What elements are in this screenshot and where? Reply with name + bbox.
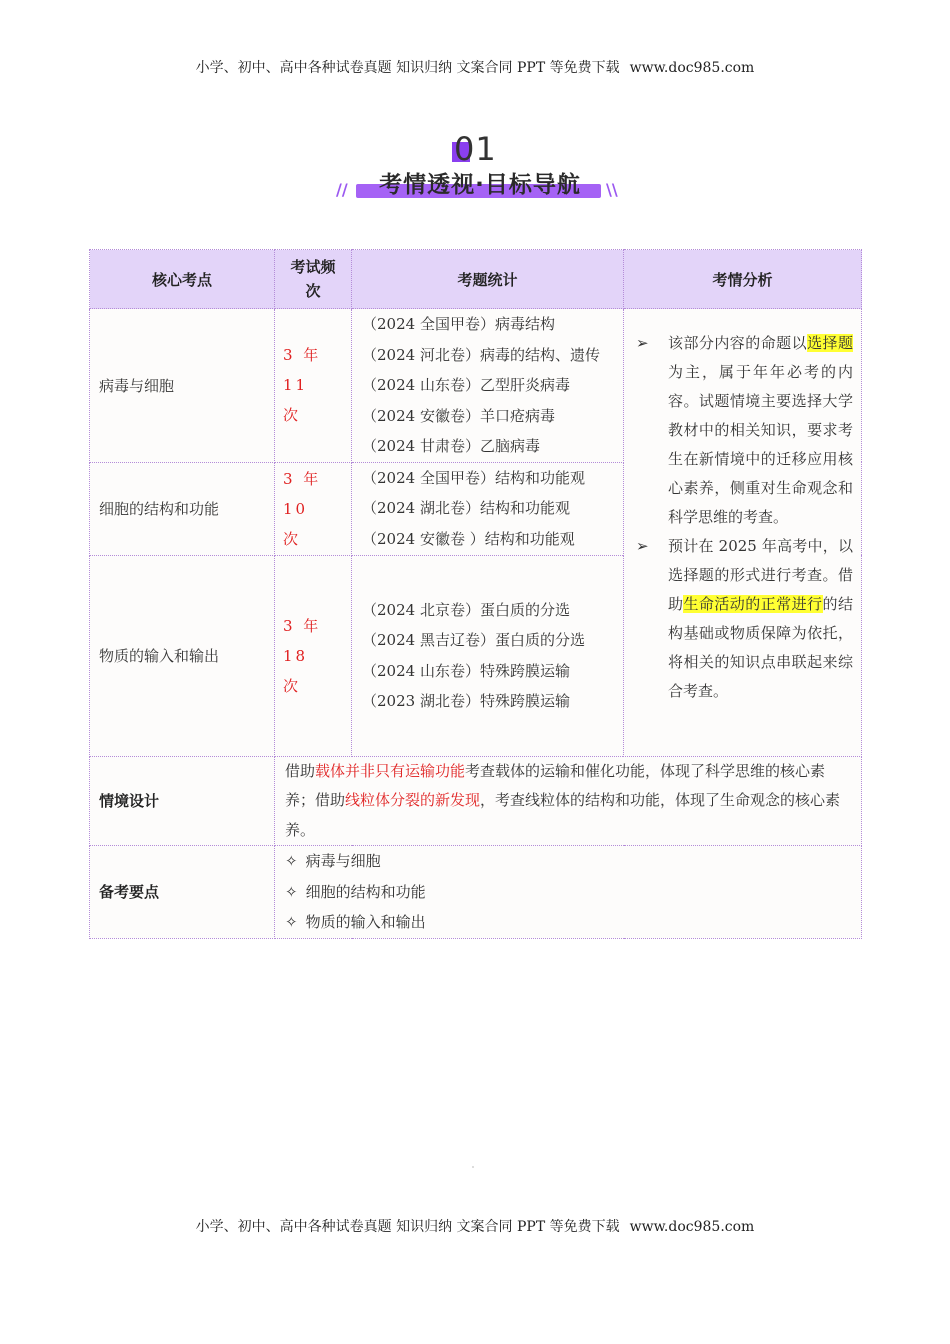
header-frequency-text: 考试频次 (290, 258, 336, 300)
highlighted-text: 选择题 (807, 334, 853, 352)
scene-design-content (275, 756, 862, 846)
list-item (285, 846, 861, 877)
stat-item: （2024 湖北卷）结构和功能观 (362, 499, 570, 518)
header-url[interactable]: www.doc985.com (629, 60, 755, 76)
footer-url[interactable]: www.doc985.com (629, 1219, 755, 1235)
sparkle-bullet-icon: ✧ (285, 882, 298, 901)
analysis-text: 该部分内容的命题以 (668, 334, 808, 352)
highlighted-text: 生命活动的正常进行 (683, 595, 823, 613)
prep-item-text: 细胞的结构和功能 (305, 882, 426, 901)
stat-item: （2024 全国甲卷）病毒结构 (362, 315, 555, 333)
scene-design-label: 情境设计 (90, 756, 275, 846)
stat-item: （2024 山东卷）乙型肝炎病毒 (362, 376, 570, 394)
prep-item-text: 病毒与细胞 (305, 852, 381, 870)
stat-item: （2024 全国甲卷）结构和功能观 (362, 468, 585, 487)
topic-cell: 物质的输入和输出 (90, 555, 275, 756)
stat-item: （2024 山东卷）特殊跨膜运输 (362, 661, 570, 680)
header-text: 小学、初中、高中各种试卷真题 知识归纳 文案合同 PPT 等免费下载 (195, 60, 620, 76)
analysis-text: 为主，属于年年必考的内容。试题情境主要选择大学教材中的相关知识，要求考生在新情境中的迁移应用核心素养，侧重对生命观念和科学思维的考查。 (668, 363, 853, 526)
header-core-point: 核心考点 (90, 250, 275, 309)
exam-analysis-table (89, 249, 862, 939)
frequency-cell (275, 309, 352, 463)
table-row (90, 309, 862, 463)
analysis-text: 的结构基础或物质保障为依托，将相关的知识点串联起来综合考查。 (668, 595, 853, 700)
stat-item: （2024 北京卷）蛋白质的分选 (362, 600, 570, 619)
sparkle-bullet-icon: ✧ (285, 913, 298, 931)
scene-text: ，考查线粒体的结构和功能，体现了生命观念的核心素养。 (285, 791, 841, 839)
arrow-bullet-icon: ➢ (636, 334, 649, 352)
frequency-line: 3 年 11 (283, 346, 322, 395)
scene-text: 借助 (285, 761, 316, 780)
topic-cell: 细胞的结构和功能 (90, 462, 275, 555)
header-analysis: 考情分析 (624, 250, 862, 309)
section-title-text: 考情透视·目标导航 (379, 172, 581, 198)
frequency-unit: 次 (283, 529, 299, 548)
analysis-text: 预计在 2025 年高考中，以选择题的形式进行考查。借助 (668, 537, 853, 613)
analysis-item (632, 329, 853, 532)
stat-item: （2023 湖北卷）特殊跨膜运输 (362, 692, 570, 710)
page-header (0, 57, 950, 77)
analysis-item (632, 532, 853, 706)
scene-text: 考查载体的运输和催化功能，体现了科学思维的核心素养；借助 (285, 761, 826, 809)
scene-red-text: 线粒体分裂的新发现 (345, 791, 481, 809)
stat-item: （2024 甘肃卷）乙脑病毒 (362, 437, 540, 455)
prep-points-label: 备考要点 (90, 846, 275, 939)
arrow-bullet-icon: ➢ (636, 537, 649, 555)
sparkle-bullet-icon: ✧ (285, 852, 298, 870)
frequency-unit: 次 (283, 676, 299, 695)
stats-cell (352, 462, 624, 555)
prep-points-list (275, 846, 862, 939)
analysis-cell (624, 309, 862, 757)
frequency-unit: 次 (283, 406, 299, 425)
frequency-cell (275, 462, 352, 555)
footer-text: 小学、初中、高中各种试卷真题 知识归纳 文案合同 PPT 等免费下载 (195, 1219, 620, 1235)
stat-item: （2024 黑吉辽卷）蛋白质的分选 (362, 631, 585, 649)
list-item (285, 907, 861, 938)
scene-design-row (90, 756, 862, 846)
frequency-line: 3 年 10 (283, 469, 322, 518)
slash-decoration-right: \\ (606, 180, 618, 199)
prep-points-row (90, 846, 862, 939)
section-title (0, 122, 950, 212)
stat-item: （2024 安徽卷 ）结构和功能观 (362, 529, 575, 548)
stat-item: （2024 安徽卷）羊口疮病毒 (362, 406, 555, 425)
frequency-cell (275, 555, 352, 756)
stat-item: （2024 河北卷）病毒的结构、遗传 (362, 345, 600, 364)
section-number: 01 (454, 130, 497, 168)
prep-item-text: 物质的输入和输出 (305, 913, 426, 931)
header-statistics: 考题统计 (352, 250, 624, 309)
stats-cell (352, 555, 624, 756)
decorative-dot (472, 1166, 474, 1168)
frequency-line: 3 年 18 (283, 616, 322, 665)
scene-red-text: 载体并非只有运输功能 (315, 761, 466, 780)
page-footer (0, 1216, 950, 1236)
topic-cell: 病毒与细胞 (90, 309, 275, 463)
stats-cell (352, 309, 624, 463)
list-item (285, 877, 861, 908)
table-header-row (90, 250, 862, 309)
header-frequency (275, 250, 352, 309)
slash-decoration-left: // (336, 180, 348, 199)
